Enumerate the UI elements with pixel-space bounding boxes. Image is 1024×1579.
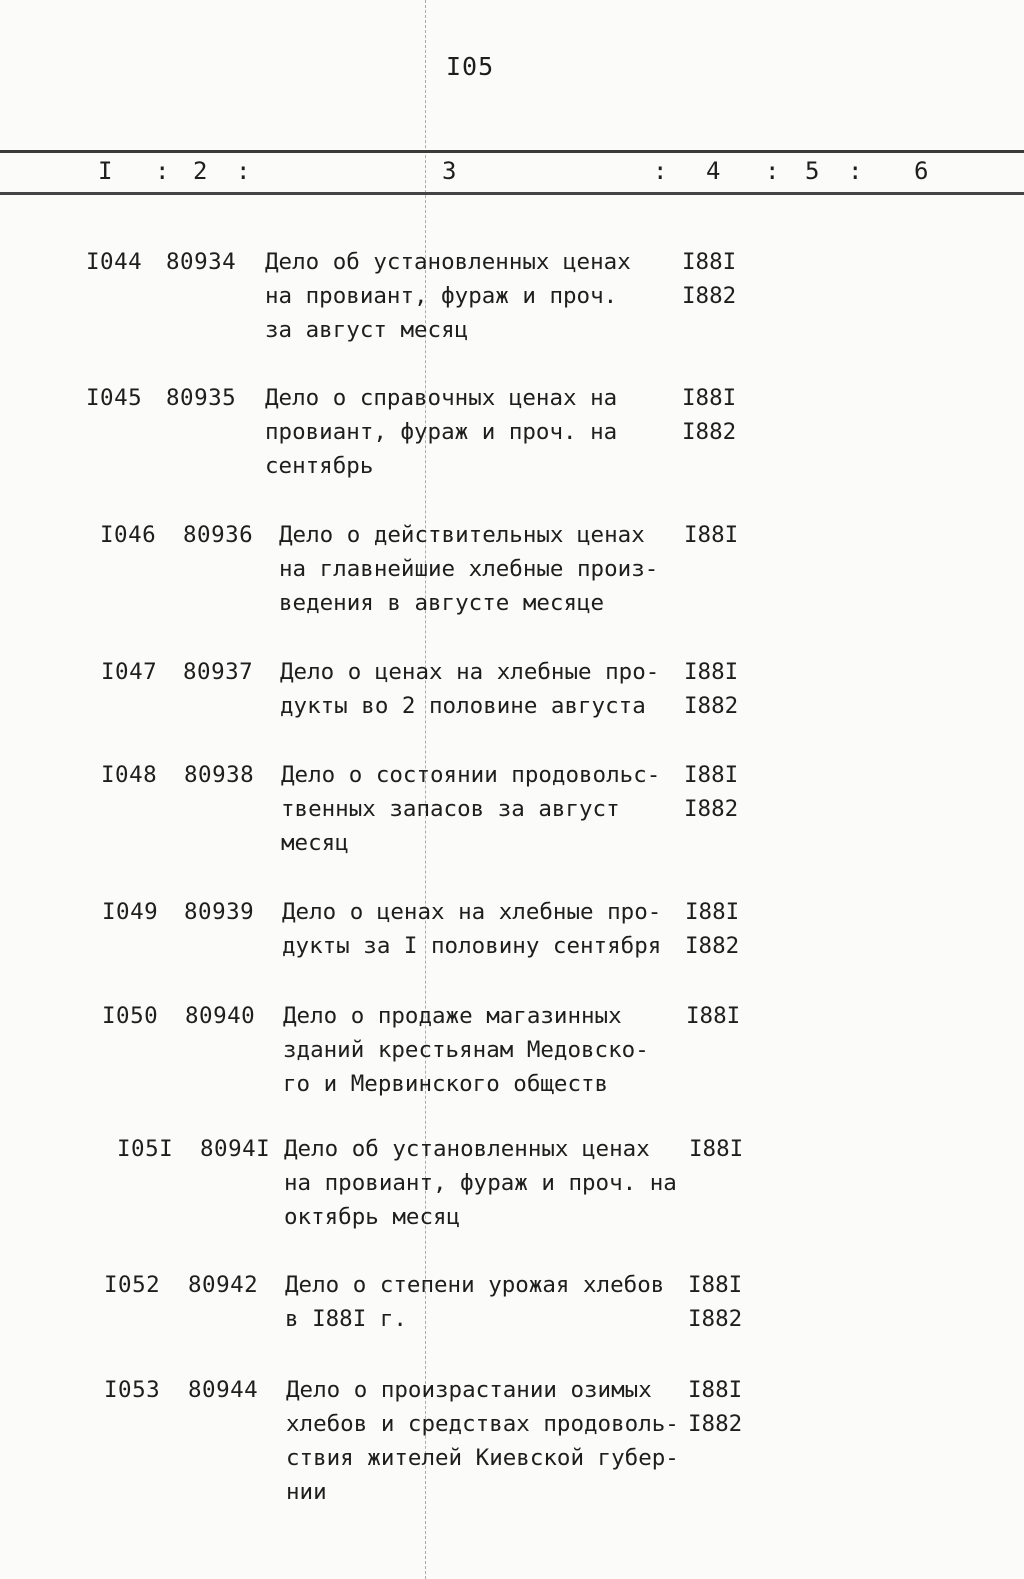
- column-header-1: I: [98, 157, 113, 185]
- date-range: [684, 758, 738, 826]
- file-title-line: твенных запасов за август: [281, 796, 620, 822]
- file-title-line: Дело о произрастании озимых: [286, 1377, 652, 1403]
- file-title-line: октябрь месяц: [284, 1204, 461, 1230]
- year: I88I: [684, 659, 739, 685]
- file-title: [265, 381, 617, 483]
- file-title-line: Дело о продаже магазинных: [283, 1003, 622, 1029]
- file-title-line: Дело о ценах на хлебные про-: [282, 899, 662, 925]
- entry-number: I05I: [117, 1136, 174, 1162]
- date-range: [689, 1132, 743, 1166]
- file-code: 80935: [166, 385, 237, 411]
- page-number: I05: [446, 52, 495, 81]
- date-range: [682, 381, 736, 449]
- date-range: [688, 1268, 742, 1336]
- year: I882: [684, 796, 739, 822]
- year: I88I: [685, 899, 740, 925]
- entry-number: I053: [104, 1377, 161, 1403]
- file-title-line: Дело о степени урожая хлебов: [285, 1272, 665, 1298]
- file-code: 80938: [184, 762, 255, 788]
- file-title: [281, 758, 660, 860]
- file-title-line: на главнейшие хлебные произ-: [279, 556, 659, 582]
- file-code: 80939: [184, 899, 255, 925]
- file-title: [282, 895, 661, 963]
- file-title-line: нии: [286, 1479, 327, 1505]
- year: I88I: [682, 385, 737, 411]
- file-code: 8094I: [200, 1136, 271, 1162]
- file-code: 80942: [188, 1272, 259, 1298]
- file-code: 80944: [188, 1377, 259, 1403]
- file-title-line: Дело об установленных ценах: [265, 249, 631, 275]
- entry-number: I044: [86, 249, 143, 275]
- year: I882: [685, 933, 740, 959]
- file-title: [284, 1132, 677, 1234]
- column-separator: :: [765, 157, 780, 185]
- header-top-rule: [0, 150, 1024, 153]
- file-title-line: в I88I г.: [285, 1306, 407, 1332]
- date-range: [686, 999, 740, 1033]
- file-title-line: зданий крестьянам Медовско-: [283, 1037, 649, 1063]
- column-header-6: 6: [914, 157, 929, 185]
- year: I882: [682, 283, 737, 309]
- year: I88I: [682, 249, 737, 275]
- year: I882: [688, 1306, 743, 1332]
- file-title-line: сентябрь: [265, 453, 374, 479]
- entry-number: I050: [102, 1003, 159, 1029]
- file-title-line: ствия жителей Киевской губер-: [286, 1445, 679, 1471]
- year: I88I: [684, 762, 739, 788]
- column-header-3: 3: [442, 157, 457, 185]
- column-header-row: [0, 155, 1024, 189]
- date-range: [684, 518, 738, 552]
- file-code: 80937: [183, 659, 254, 685]
- entry-number: I047: [101, 659, 158, 685]
- file-title-line: Дело об установленных ценах: [284, 1136, 650, 1162]
- column-separator: :: [848, 157, 863, 185]
- entry-number: I052: [104, 1272, 161, 1298]
- file-title-line: на провиант, фураж и проч.: [265, 283, 618, 309]
- year: I88I: [688, 1377, 743, 1403]
- file-title-line: дукты во 2 половине августа: [280, 693, 646, 719]
- file-code: 80940: [185, 1003, 256, 1029]
- year: I882: [682, 419, 737, 445]
- file-title-line: Дело о справочных ценах на: [265, 385, 618, 411]
- file-title-line: ведения в августе месяце: [279, 590, 605, 616]
- file-title-line: провиант, фураж и проч. на: [265, 419, 618, 445]
- entry-number: I048: [101, 762, 158, 788]
- column-header-4: 4: [706, 157, 721, 185]
- file-title: [279, 518, 658, 620]
- year: I88I: [684, 522, 739, 548]
- date-range: [684, 655, 738, 723]
- file-title-line: хлебов и средствах продоволь-: [286, 1411, 679, 1437]
- column-separator: :: [155, 157, 170, 185]
- header-bottom-rule: [0, 192, 1024, 195]
- date-range: [688, 1373, 742, 1441]
- entry-number: I045: [86, 385, 143, 411]
- entry-number: I049: [102, 899, 159, 925]
- file-code: 80934: [166, 249, 237, 275]
- file-title: [285, 1268, 664, 1336]
- year: I882: [688, 1411, 743, 1437]
- file-title-line: месяц: [281, 830, 349, 856]
- file-title-line: Дело о действительных ценах: [279, 522, 645, 548]
- year: I88I: [689, 1136, 744, 1162]
- year: I88I: [688, 1272, 743, 1298]
- file-title-line: на провиант, фураж и проч. на: [284, 1170, 677, 1196]
- file-title: [280, 655, 659, 723]
- year: I882: [684, 693, 739, 719]
- column-header-5: 5: [805, 157, 820, 185]
- column-separator: :: [653, 157, 668, 185]
- year: I88I: [686, 1003, 741, 1029]
- file-title: [265, 245, 631, 347]
- file-title-line: дукты за I половину сентября: [282, 933, 662, 959]
- file-title: [283, 999, 649, 1101]
- date-range: [685, 895, 739, 963]
- date-range: [682, 245, 736, 313]
- file-title: [286, 1373, 679, 1509]
- file-title-line: го и Мервинского обществ: [283, 1071, 609, 1097]
- file-code: 80936: [183, 522, 254, 548]
- column-separator: :: [236, 157, 251, 185]
- file-title-line: Дело о состоянии продовольс-: [281, 762, 661, 788]
- entry-number: I046: [100, 522, 157, 548]
- column-header-2: 2: [193, 157, 208, 185]
- file-title-line: за август месяц: [265, 317, 469, 343]
- file-title-line: Дело о ценах на хлебные про-: [280, 659, 660, 685]
